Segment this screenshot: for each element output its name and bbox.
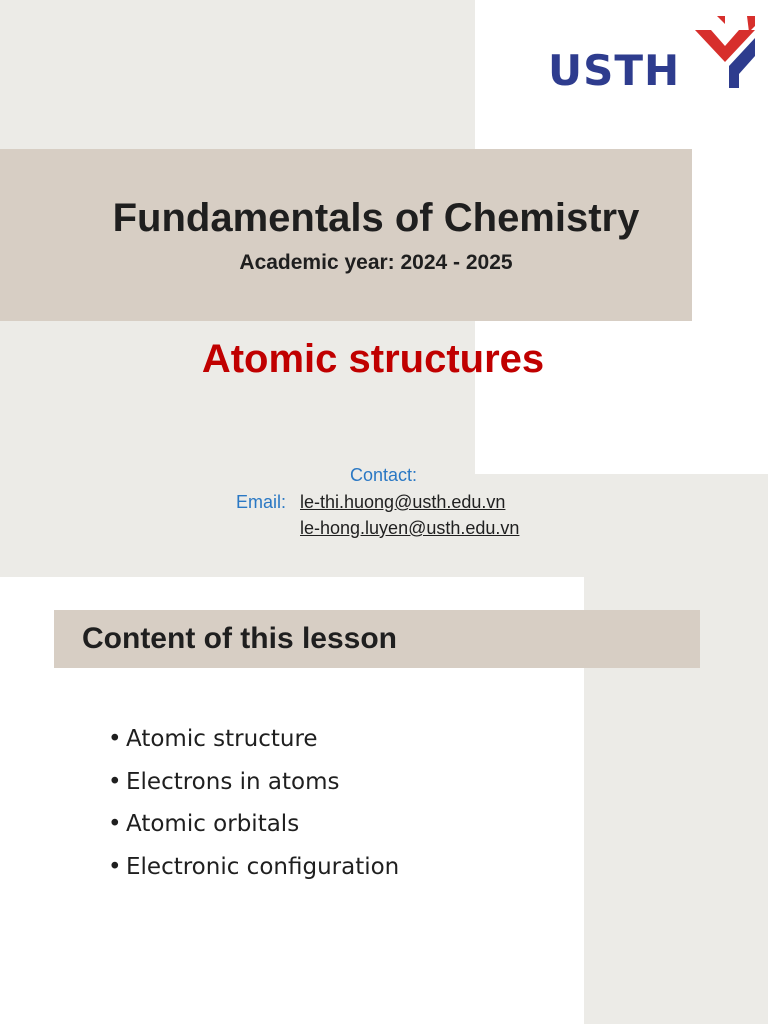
content-slide <box>0 577 768 1024</box>
bullet-icon: • <box>108 811 122 837</box>
academic-year: Academic year: 2024 - 2025 <box>239 251 513 274</box>
list-item-label: Electrons in atoms <box>126 768 340 795</box>
bullet-icon: • <box>108 726 122 752</box>
list-item-label: Electronic configuration <box>126 853 400 880</box>
list-item <box>108 847 399 890</box>
logo-wordmark: USTH <box>548 46 681 95</box>
list-item <box>108 762 399 805</box>
email-link-2[interactable]: le-hong.luyen@usth.edu.vn <box>300 518 520 538</box>
logo-chevron-icon <box>695 16 755 88</box>
lecture-title: Atomic structures <box>201 337 545 381</box>
email-label: Email: <box>236 492 287 512</box>
bullet-icon: • <box>108 768 122 795</box>
usth-logo <box>548 14 758 96</box>
list-item <box>108 719 399 762</box>
course-title: Fundamentals of Chemistry <box>112 196 640 240</box>
list-item-label: Atomic structure <box>126 726 318 752</box>
list-item <box>108 804 399 847</box>
contact-label: Contact: <box>350 465 418 485</box>
list-item-label: Atomic orbitals <box>126 811 300 837</box>
section-title: Content of this lesson <box>82 622 397 655</box>
bullet-icon: • <box>108 853 122 880</box>
lesson-content-list <box>108 719 399 889</box>
email-link-1[interactable]: le-thi.huong@usth.edu.vn <box>300 492 506 512</box>
